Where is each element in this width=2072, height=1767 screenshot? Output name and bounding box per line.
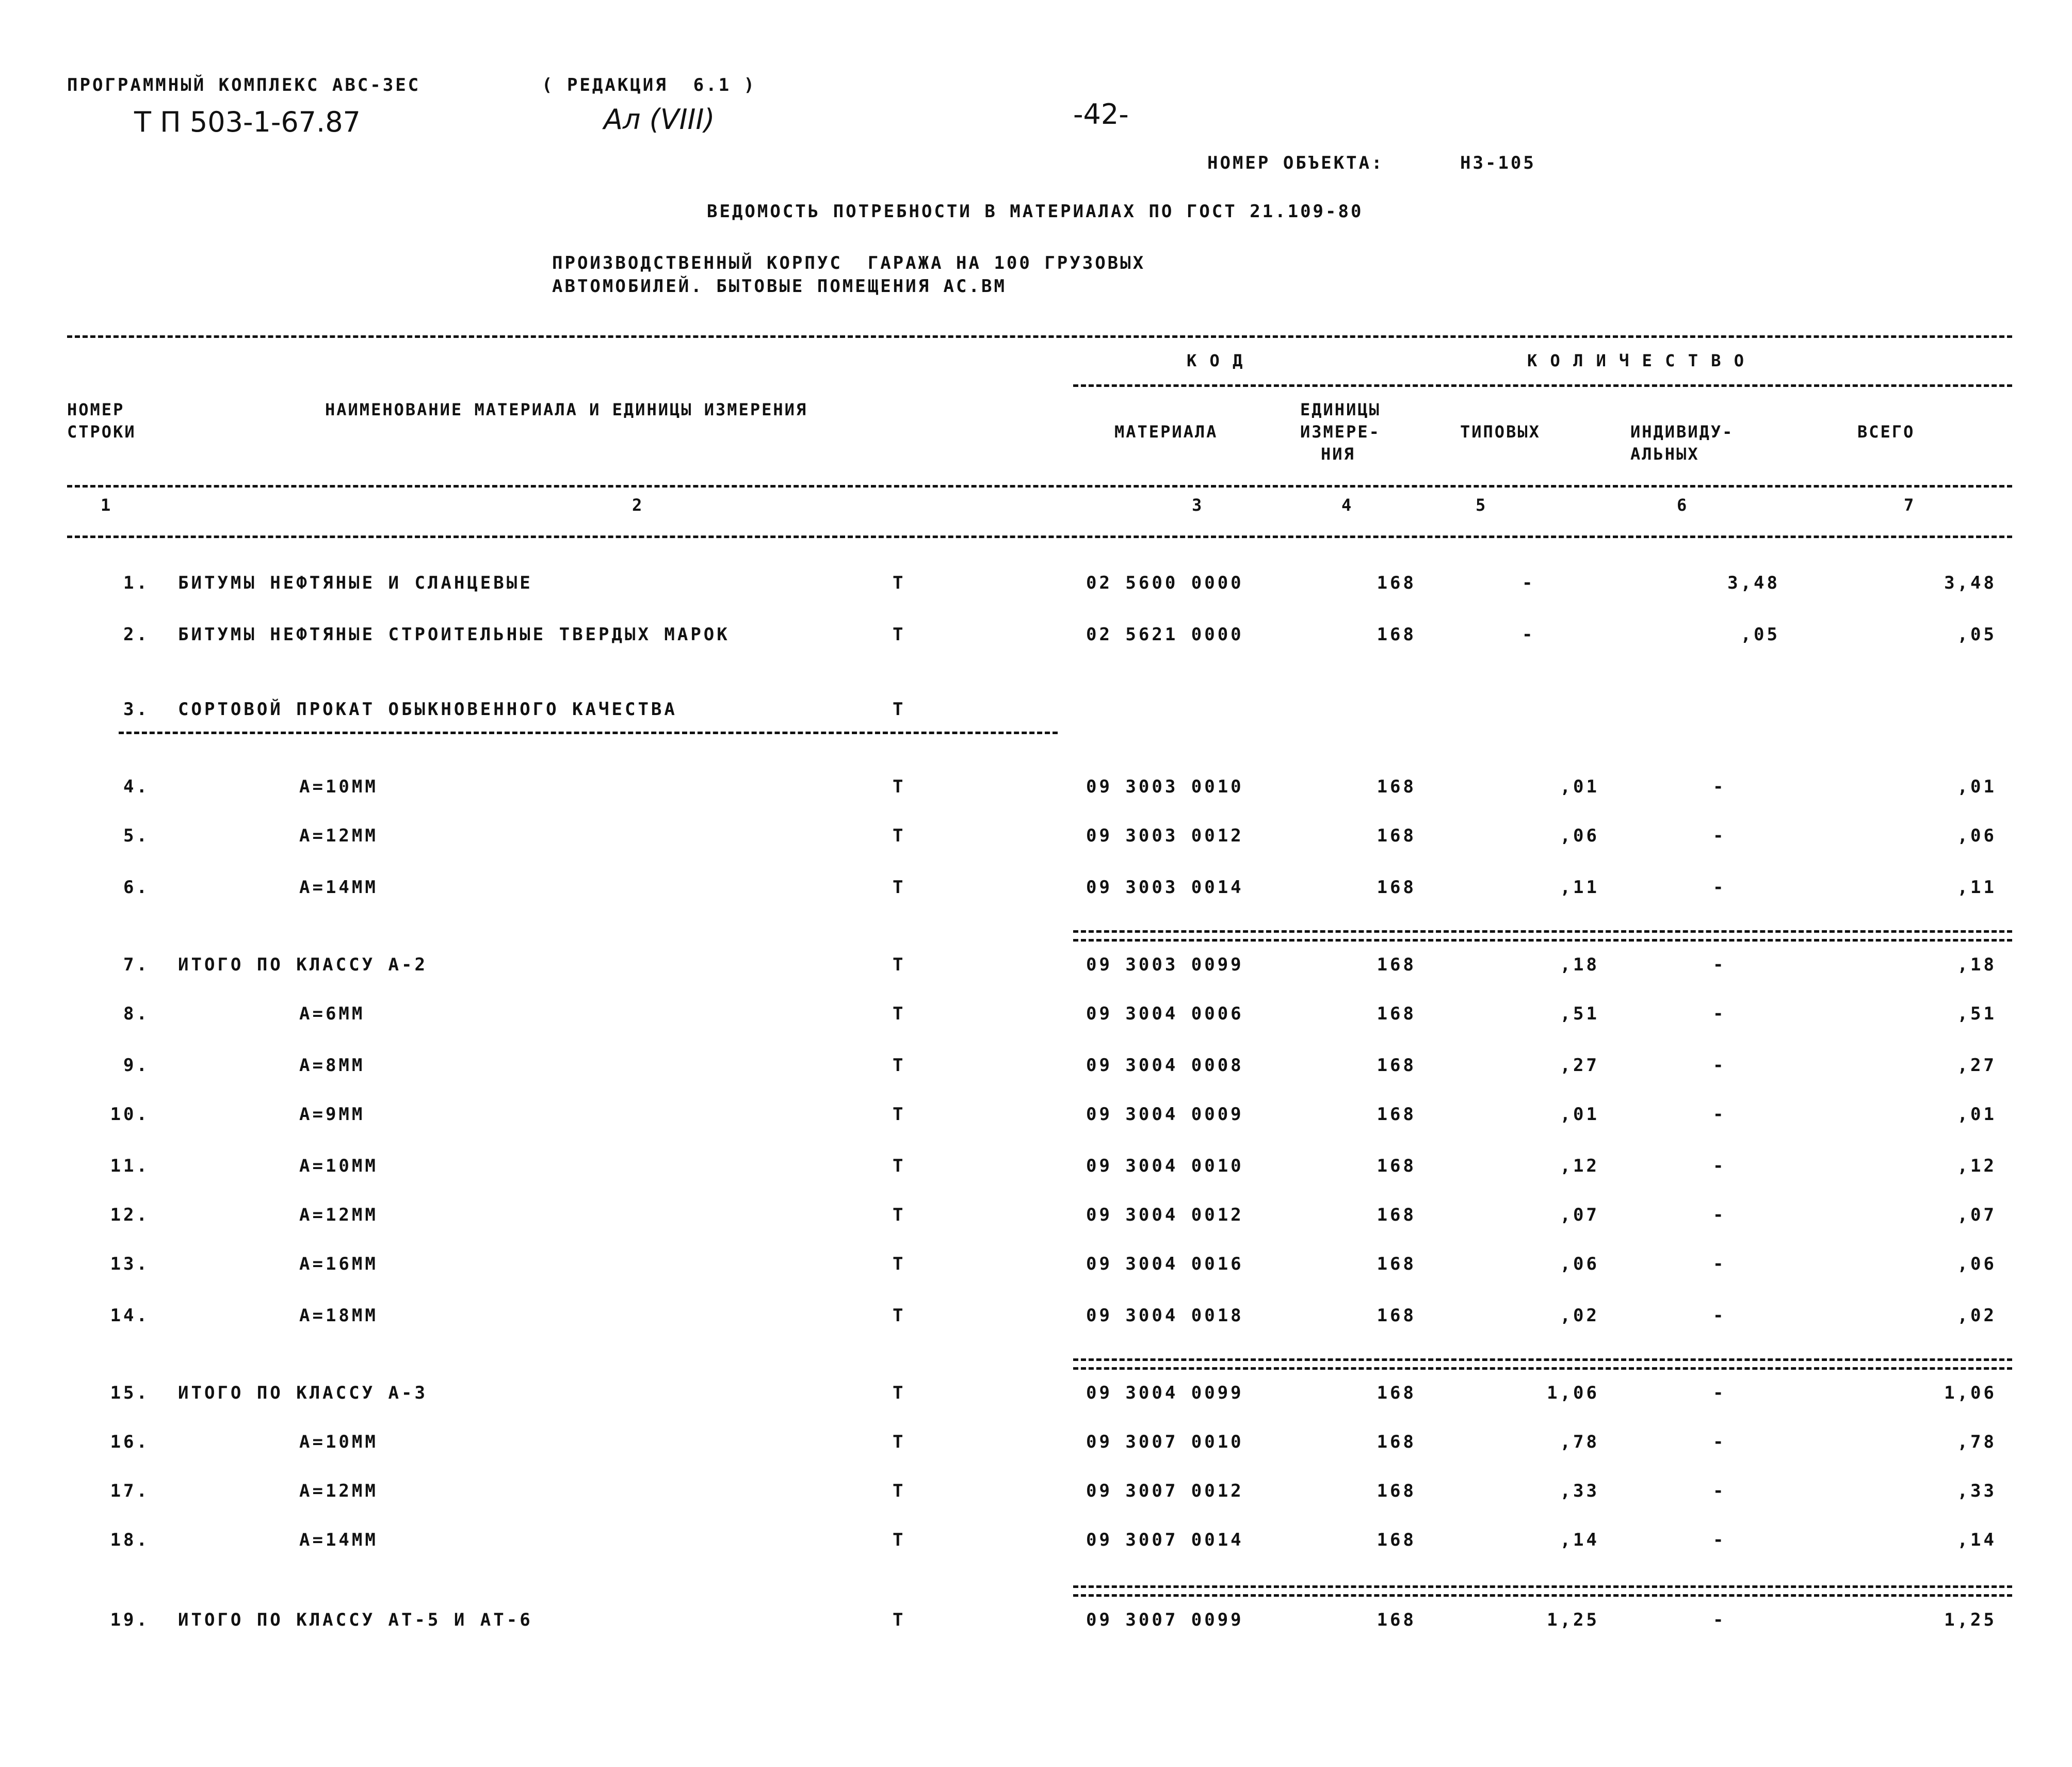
typical-quantity: 1,06 <box>1547 1383 1599 1403</box>
material-code: 09 3004 0099 <box>1086 1383 1244 1403</box>
individual-quantity: - <box>1713 1610 1726 1630</box>
edition-label: ( РЕДАКЦИЯ 6.1 ) <box>542 75 756 95</box>
row-number: 6. <box>123 877 150 898</box>
object-number: НЗ-105 <box>1460 153 1536 173</box>
object-number-label: НОМЕР ОБЪЕКТА: <box>1207 153 1384 173</box>
unit-of-measure: Т <box>893 1432 906 1452</box>
unit-code: 168 <box>1377 1104 1416 1125</box>
col-number-4: 4 <box>1341 495 1353 515</box>
row-number: 5. <box>123 825 150 846</box>
unit-of-measure: Т <box>893 1305 906 1326</box>
unit-code: 168 <box>1377 1610 1416 1630</box>
individual-quantity: - <box>1713 1055 1726 1076</box>
individual-quantity: - <box>1713 1003 1726 1024</box>
unit-of-measure: Т <box>893 573 906 593</box>
unit-of-measure: Т <box>893 954 906 975</box>
typical-quantity: ,06 <box>1560 825 1599 846</box>
individual-quantity: - <box>1713 1305 1726 1326</box>
material-name: А=12ММ <box>299 1205 378 1225</box>
document-title: ВЕДОМОСТЬ ПОТРЕБНОСТИ В МАТЕРИАЛАХ ПО ГОСТ 21.109-80 <box>707 201 1364 222</box>
unit-code: 168 <box>1377 1383 1416 1403</box>
total-quantity: ,51 <box>1957 1003 1997 1024</box>
total-quantity: ,01 <box>1957 776 1997 797</box>
unit-code: 168 <box>1377 1530 1416 1550</box>
unit-of-measure: Т <box>893 1383 906 1403</box>
typical-quantity: 1,25 <box>1547 1610 1599 1630</box>
col-number-3: 3 <box>1192 495 1204 515</box>
material-code: 09 3004 0008 <box>1086 1055 1244 1076</box>
individual-quantity: 3,48 <box>1727 573 1780 593</box>
typical-quantity: ,06 <box>1560 1254 1599 1274</box>
total-quantity: ,06 <box>1957 825 1997 846</box>
individual-quantity: - <box>1713 1104 1726 1125</box>
code-group-header: К О Д <box>1187 351 1244 370</box>
material-name: ИТОГО ПО КЛАССУ АТ-5 И АТ-6 <box>178 1610 533 1630</box>
individual-quantity: ,05 <box>1740 624 1780 645</box>
material-code: 09 3003 0012 <box>1086 825 1244 846</box>
typical-quantity: - <box>1522 573 1535 593</box>
col-unit-code-line-2: ИЗМЕРЕ- <box>1300 422 1381 442</box>
row-number: 8. <box>123 1003 150 1024</box>
material-code: 09 3003 0014 <box>1086 877 1244 898</box>
typical-quantity: ,33 <box>1560 1481 1599 1501</box>
unit-of-measure: Т <box>893 776 906 797</box>
material-code: 09 3007 0014 <box>1086 1530 1244 1550</box>
total-quantity: ,06 <box>1957 1254 1997 1274</box>
material-code: 09 3003 0010 <box>1086 776 1244 797</box>
material-name: БИТУМЫ НЕФТЯНЫЕ И СЛАНЦЕВЫЕ <box>178 573 533 593</box>
quantity-group-header: К О Л И Ч Е С Т В О <box>1527 351 1746 370</box>
typical-quantity: ,12 <box>1560 1156 1599 1176</box>
col-number-2: 2 <box>632 495 644 515</box>
unit-of-measure: Т <box>893 1610 906 1630</box>
material-code: 09 3004 0016 <box>1086 1254 1244 1274</box>
material-name: ИТОГО ПО КЛАССУ А-2 <box>178 954 428 975</box>
col-unit-code-line-1: ЕДИНИЦЫ <box>1300 400 1381 419</box>
material-code: 09 3004 0009 <box>1086 1104 1244 1125</box>
total-quantity: 1,25 <box>1944 1610 1997 1630</box>
material-code: 09 3007 0099 <box>1086 1610 1244 1630</box>
material-name: ИТОГО ПО КЛАССУ А-3 <box>178 1383 428 1403</box>
total-quantity: ,14 <box>1957 1530 1997 1550</box>
material-code: 09 3004 0006 <box>1086 1003 1244 1024</box>
unit-code: 168 <box>1377 1055 1416 1076</box>
typical-quantity: ,14 <box>1560 1530 1599 1550</box>
typical-quantity: ,18 <box>1560 954 1599 975</box>
individual-quantity: - <box>1713 877 1726 898</box>
unit-of-measure: Т <box>893 1055 906 1076</box>
unit-of-measure: Т <box>893 1156 906 1176</box>
unit-code: 168 <box>1377 573 1416 593</box>
total-quantity: ,07 <box>1957 1205 1997 1225</box>
typical-quantity: ,01 <box>1560 1104 1599 1125</box>
unit-of-measure: Т <box>893 1254 906 1274</box>
material-code: 02 5600 0000 <box>1086 573 1244 593</box>
material-name: А=12ММ <box>299 1481 378 1501</box>
col-total: ВСЕГО <box>1857 422 1915 442</box>
material-code: 09 3004 0010 <box>1086 1156 1244 1176</box>
column-numbers-rule <box>67 536 2012 538</box>
individual-quantity: - <box>1713 1530 1726 1550</box>
row-number: 17. <box>110 1481 150 1501</box>
material-name: А=8ММ <box>299 1055 365 1076</box>
unit-of-measure: Т <box>893 877 906 898</box>
col-individual-line-2: АЛЬНЫХ <box>1630 444 1699 464</box>
album-label: Ал (VIII) <box>604 103 715 136</box>
material-code: 02 5621 0000 <box>1086 624 1244 645</box>
individual-quantity: - <box>1713 1254 1726 1274</box>
program-name: ПРОГРАММНЫЙ КОМПЛЕКС АВС-ЗЕС <box>67 75 421 95</box>
material-code: 09 3004 0018 <box>1086 1305 1244 1326</box>
col-row-number-line-1: НОМЕР <box>67 400 125 419</box>
table-top-rule <box>67 335 2012 338</box>
row-number: 2. <box>123 624 150 645</box>
unit-code: 168 <box>1377 1254 1416 1274</box>
unit-of-measure: Т <box>893 624 906 645</box>
subtotal-rule-a2 <box>1073 930 2012 942</box>
col-number-7: 7 <box>1904 495 1916 515</box>
individual-quantity: - <box>1713 954 1726 975</box>
row-number: 19. <box>110 1610 150 1630</box>
material-name: БИТУМЫ НЕФТЯНЫЕ СТРОИТЕЛЬНЫЕ ТВЕРДЫХ МАРОК <box>178 624 730 645</box>
total-quantity: ,12 <box>1957 1156 1997 1176</box>
col-material-name: НАИМЕНОВАНИЕ МАТЕРИАЛА И ЕДИНИЦЫ ИЗМЕРЕНИЯ <box>325 400 808 419</box>
row-number: 10. <box>110 1104 150 1125</box>
row-number: 14. <box>110 1305 150 1326</box>
total-quantity: ,78 <box>1957 1432 1997 1452</box>
material-code: 09 3003 0099 <box>1086 954 1244 975</box>
row-number: 12. <box>110 1205 150 1225</box>
col-row-number-line-2: СТРОКИ <box>67 422 136 442</box>
individual-quantity: - <box>1713 825 1726 846</box>
total-quantity: ,01 <box>1957 1104 1997 1125</box>
material-code: 09 3007 0012 <box>1086 1481 1244 1501</box>
total-quantity: 1,06 <box>1944 1383 1997 1403</box>
unit-code: 168 <box>1377 1003 1416 1024</box>
unit-code: 168 <box>1377 624 1416 645</box>
material-code: 09 3007 0010 <box>1086 1432 1244 1452</box>
unit-code: 168 <box>1377 1432 1416 1452</box>
material-name: А=6ММ <box>299 1003 365 1024</box>
individual-quantity: - <box>1713 776 1726 797</box>
material-name: А=14ММ <box>299 1530 378 1550</box>
unit-code: 168 <box>1377 1305 1416 1326</box>
header-rule <box>67 485 2012 488</box>
row-number: 16. <box>110 1432 150 1452</box>
material-code: 09 3004 0012 <box>1086 1205 1244 1225</box>
col-material-code: МАТЕРИАЛА <box>1114 422 1218 442</box>
individual-quantity: - <box>1713 1156 1726 1176</box>
material-name: А=10ММ <box>299 1432 378 1452</box>
unit-code: 168 <box>1377 776 1416 797</box>
row-number: 3. <box>123 699 150 720</box>
row-number: 13. <box>110 1254 150 1274</box>
material-name: А=9ММ <box>299 1104 365 1125</box>
subtotal-rule-a3 <box>1073 1358 2012 1370</box>
group-header-rule <box>1073 384 2012 387</box>
total-quantity: ,02 <box>1957 1305 1997 1326</box>
unit-of-measure: Т <box>893 825 906 846</box>
unit-code: 168 <box>1377 1156 1416 1176</box>
total-quantity: ,33 <box>1957 1481 1997 1501</box>
unit-code: 168 <box>1377 1481 1416 1501</box>
unit-code: 168 <box>1377 954 1416 975</box>
subtitle-line-2: АВТОМОБИЛЕЙ. БЫТОВЫЕ ПОМЕЩЕНИЯ АС.ВМ <box>552 276 1007 297</box>
material-name: СОРТОВОЙ ПРОКАТ ОБЫКНОВЕННОГО КАЧЕСТВА <box>178 699 677 720</box>
material-name: А=12ММ <box>299 825 378 846</box>
unit-of-measure: Т <box>893 1530 906 1550</box>
unit-of-measure: Т <box>893 699 906 720</box>
unit-of-measure: Т <box>893 1481 906 1501</box>
col-individual-line-1: ИНДИВИДУ- <box>1630 422 1734 442</box>
row-number: 7. <box>123 954 150 975</box>
col-number-6: 6 <box>1677 495 1689 515</box>
total-quantity: ,05 <box>1957 624 1997 645</box>
material-name: А=14ММ <box>299 877 378 898</box>
col-typical: ТИПОВЫХ <box>1460 422 1541 442</box>
col-number-5: 5 <box>1476 495 1487 515</box>
unit-code: 168 <box>1377 825 1416 846</box>
unit-of-measure: Т <box>893 1003 906 1024</box>
unit-of-measure: Т <box>893 1104 906 1125</box>
group-underline <box>119 732 1058 734</box>
material-name: А=10ММ <box>299 776 378 797</box>
subtitle-line-1: ПРОИЗВОДСТВЕННЫЙ КОРПУС ГАРАЖА НА 100 ГРУЗОВЫХ <box>552 253 1146 273</box>
typical-quantity: ,78 <box>1560 1432 1599 1452</box>
typical-quantity: - <box>1522 624 1535 645</box>
typical-quantity: ,02 <box>1560 1305 1599 1326</box>
subtotal-rule-at5 <box>1073 1585 2012 1597</box>
row-number: 9. <box>123 1055 150 1076</box>
typical-quantity: ,01 <box>1560 776 1599 797</box>
individual-quantity: - <box>1713 1205 1726 1225</box>
typical-quantity: ,07 <box>1560 1205 1599 1225</box>
individual-quantity: - <box>1713 1432 1726 1452</box>
individual-quantity: - <box>1713 1383 1726 1403</box>
total-quantity: ,18 <box>1957 954 1997 975</box>
total-quantity: ,27 <box>1957 1055 1997 1076</box>
typical-quantity: ,11 <box>1560 877 1599 898</box>
unit-code: 168 <box>1377 1205 1416 1225</box>
material-name: А=16ММ <box>299 1254 378 1274</box>
row-number: 4. <box>123 776 150 797</box>
row-number: 11. <box>110 1156 150 1176</box>
page-number: -42- <box>1073 98 1129 131</box>
unit-of-measure: Т <box>893 1205 906 1225</box>
typical-quantity: ,27 <box>1560 1055 1599 1076</box>
row-number: 18. <box>110 1530 150 1550</box>
typical-quantity: ,51 <box>1560 1003 1599 1024</box>
total-quantity: ,11 <box>1957 877 1997 898</box>
material-name: А=18ММ <box>299 1305 378 1326</box>
col-number-1: 1 <box>101 495 112 515</box>
material-name: А=10ММ <box>299 1156 378 1176</box>
document-code: Т П 503-1-67.87 <box>134 106 361 138</box>
individual-quantity: - <box>1713 1481 1726 1501</box>
unit-code: 168 <box>1377 877 1416 898</box>
col-unit-code-line-3: НИЯ <box>1321 444 1355 464</box>
total-quantity: 3,48 <box>1944 573 1997 593</box>
row-number: 1. <box>123 573 150 593</box>
row-number: 15. <box>110 1383 150 1403</box>
